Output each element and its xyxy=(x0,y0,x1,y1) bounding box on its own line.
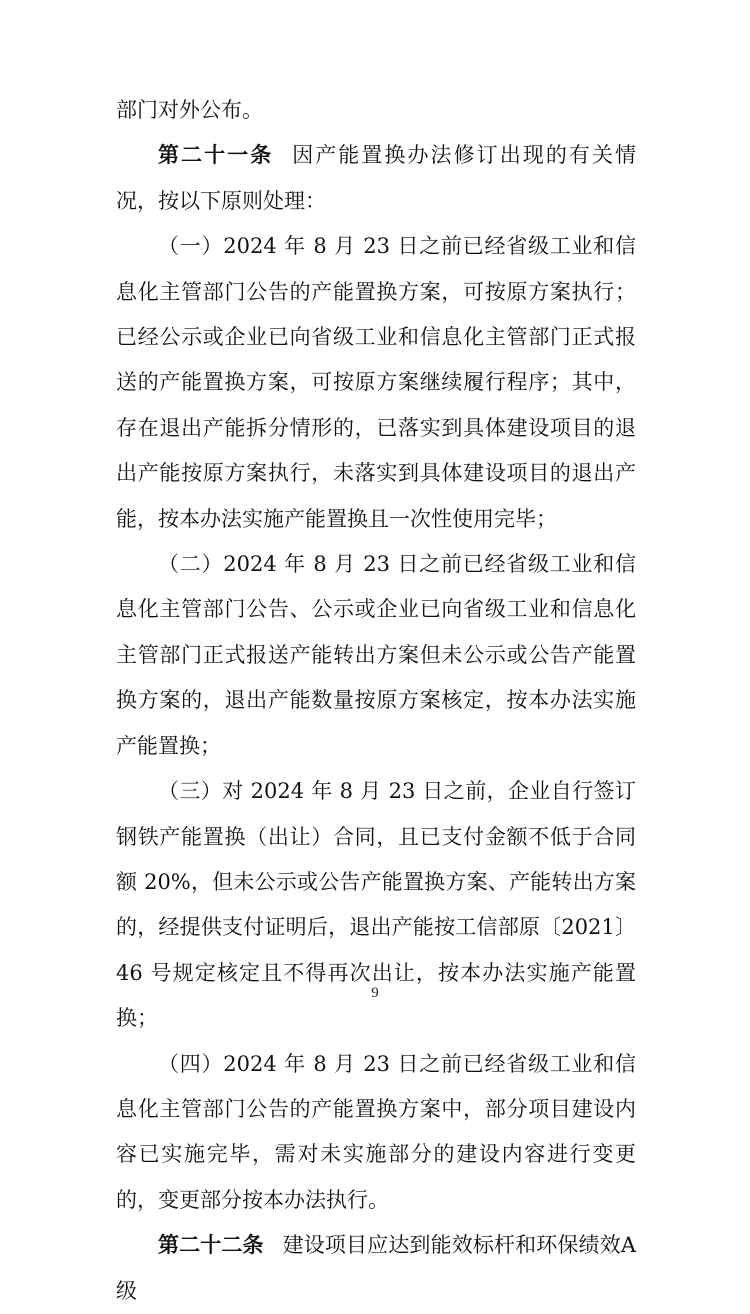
article-21-paragraph xyxy=(116,133,636,224)
article-22-title: 第二十二条 xyxy=(158,1233,264,1258)
article-22-paragraph xyxy=(116,1223,636,1314)
clause-1-text: （一）2024 年 8 月 23 日之前已经省级工业和信息化主管部门公告的产能置换方案，可按原方案执行；已经公示或企业已向省级工业和信息化主管部门正式报送的产能置换方案，可按原方案继续履行程序；其中，存在退出产能拆分情形的，已落实到具体建设项目的退出产能按原方案执行，未落实到具体建设项目的退出产能，按本办法实施产能置换且一次性使用完毕； xyxy=(116,234,636,531)
paragraph-text: 部门对外公布。 xyxy=(116,98,263,122)
clause-3-text: （三）对 2024 年 8 月 23 日之前，企业自行签订钢铁产能置换（出让）合同，且已支付金额不低于合同额 20%，但未公示或公告产能置换方案、产能转出方案的，经提供支付证明后，退出产能按工信部原〔2021〕46 号规定核定且不得再次出让，按本办法实施产能置换； xyxy=(116,779,636,1031)
clause-2-text: （二）2024 年 8 月 23 日之前已经省级工业和信息化主管部门公告、公示或企业已向省级工业和信息化主管部门正式报送产能转出方案但未公示或公告产能置换方案的，退出产能数量按原方案核定，按本办法实施产能置换； xyxy=(116,552,636,758)
clause-1-paragraph xyxy=(116,224,636,542)
clause-2-paragraph xyxy=(116,542,636,769)
article-21-title: 第二十一条 xyxy=(158,143,274,168)
article-22-text: 建设项目应达到能效标杆和环保绩效A级 xyxy=(116,1233,636,1303)
clause-4-paragraph xyxy=(116,1042,636,1224)
paragraph-continuation xyxy=(116,88,636,133)
clause-4-text: （四）2024 年 8 月 23 日之前已经省级工业和信息化主管部门公告的产能置换方案中，部分项目建设内容已实施完毕，需对未实施部分的建设内容进行变更的，变更部分按本办法执行。 xyxy=(116,1051,636,1212)
page-number: 9 xyxy=(371,985,379,1001)
article-21-text: 因产能置换办法修订出现的有关情况，按以下原则处理： xyxy=(116,143,637,213)
document-body xyxy=(116,88,636,1314)
